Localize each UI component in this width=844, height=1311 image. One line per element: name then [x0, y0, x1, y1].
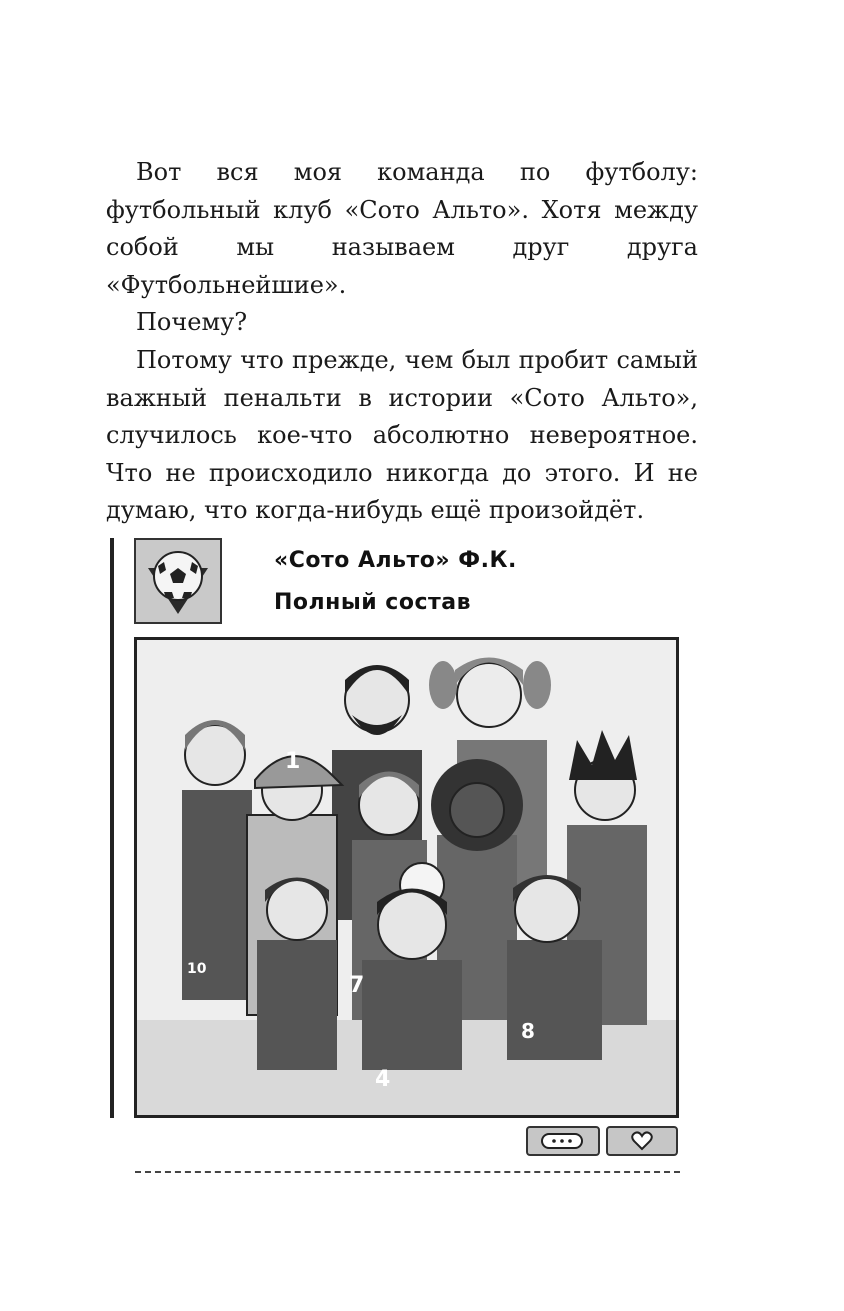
comment-button[interactable]: [526, 1126, 600, 1156]
jersey-number: 8: [521, 1019, 535, 1043]
heart-icon: [608, 1128, 676, 1154]
player-left-glasses: [182, 720, 252, 1000]
soccer-ball-triangle-icon: [136, 540, 220, 622]
jersey-number: 4: [375, 1067, 391, 1092]
jersey-number: 1: [285, 749, 301, 774]
post-border: [110, 538, 114, 1118]
paragraph: Вот вся моя команда по футболу: футбольный клуб «Сото Альто». Хотя между собой мы называем друг друга «Футбольнейшие».: [106, 158, 698, 299]
jersey-number: 10: [187, 961, 207, 977]
post-title: «Сото Альто» Ф.К.: [274, 548, 517, 573]
speech-bubble-icon: [528, 1128, 598, 1154]
jersey-number: 7: [349, 973, 365, 998]
post-subtitle: Полный состав: [274, 590, 472, 615]
player-front-left: [257, 878, 337, 1071]
post-divider: [135, 1171, 680, 1173]
team-illustration: [137, 640, 676, 1115]
paragraph: Потому что прежде, чем был пробит самый важный пенальти в истории «Сото Альто», случилось кое-что абсолютно невероятное. Что не происходило никогда до этого. И не думаю, что когда-нибудь ещё произойдёт.: [106, 345, 698, 525]
like-button[interactable]: [606, 1126, 678, 1156]
paragraph: Почему?: [136, 308, 248, 337]
club-logo: [134, 538, 222, 624]
team-group-photo[interactable]: [134, 637, 679, 1118]
